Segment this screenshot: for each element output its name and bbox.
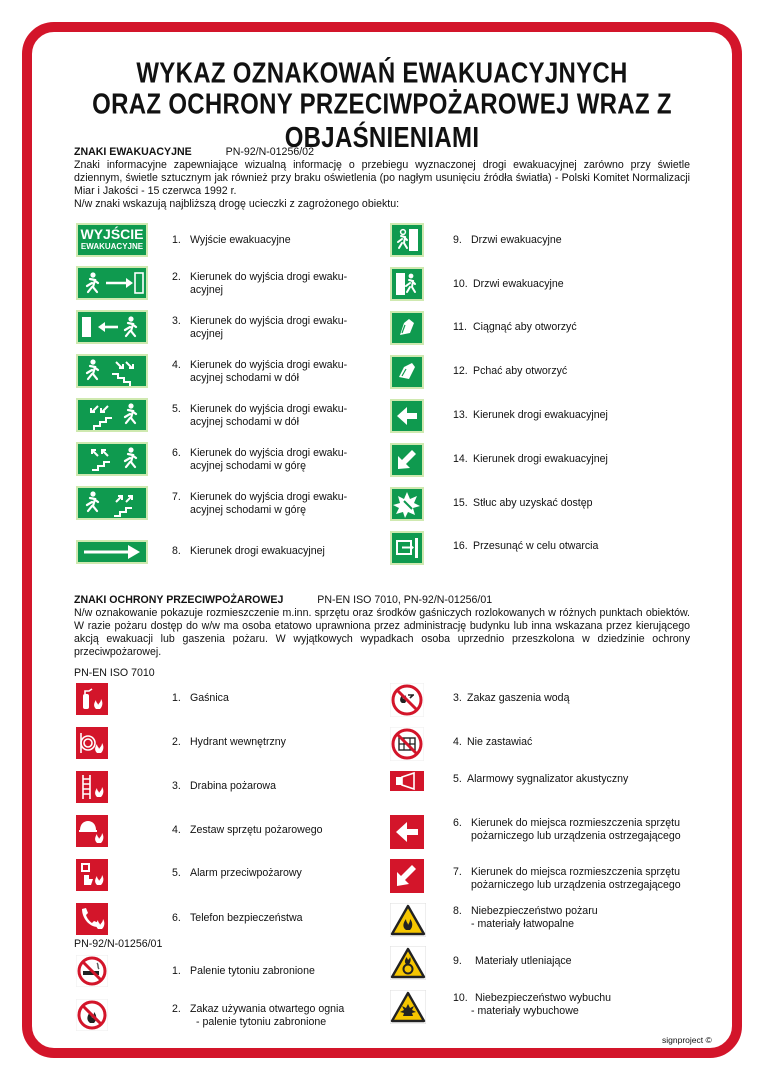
no-water-icon bbox=[390, 683, 424, 717]
fire-item-5 bbox=[172, 867, 302, 880]
stairs-up-left-icon bbox=[76, 442, 148, 476]
fire-item-r4 bbox=[453, 736, 532, 749]
fire-item-r6-text: Kierunek do miejsca rozmieszczenia sprzętu bbox=[471, 817, 681, 829]
evac-item-3-num: 3. bbox=[172, 315, 181, 327]
evac-item-14-text: Kierunek drogi ewakuacyjnej bbox=[473, 453, 608, 465]
fire-sub-iso: PN-EN ISO 7010 bbox=[74, 667, 155, 679]
fire-item-r6 bbox=[453, 817, 681, 843]
evac-item-9-text: Drzwi ewakuacyjne bbox=[471, 234, 562, 246]
fire-equipment-icon bbox=[76, 815, 108, 847]
evac-item-4-text-b: acyjnej schodami w dół bbox=[190, 372, 299, 384]
evac-item-2-text: Kierunek do wyjścia drogi ewaku- bbox=[190, 271, 348, 283]
fire-item-r7-num: 7. bbox=[453, 866, 462, 878]
evac-item-15-num: 15. bbox=[453, 497, 468, 509]
fire-item-r5-num: 5. bbox=[453, 773, 462, 785]
evac-item-12-num: 12. bbox=[453, 365, 468, 377]
fire-item-r10-num: 10. bbox=[453, 992, 468, 1004]
emergency-phone-icon bbox=[76, 903, 108, 935]
fire-item-6-num: 6. bbox=[172, 912, 181, 924]
footer-brand: signproject © bbox=[662, 1035, 712, 1045]
fire-item-r9-text: Materiały utleniające bbox=[475, 955, 572, 967]
fire-item-r5 bbox=[453, 773, 628, 786]
fire-item-8 bbox=[172, 1003, 344, 1029]
evac-item-6-text: Kierunek do wyjścia drogi ewaku- bbox=[190, 447, 348, 459]
slide-to-open-icon bbox=[390, 531, 424, 565]
fire-item-5-num: 5. bbox=[172, 867, 181, 879]
fire-item-r5-text: Alarmowy sygnalizator akustyczny bbox=[467, 773, 629, 785]
exit-sign-text-2: EWAKUACYJNE bbox=[80, 242, 144, 251]
stairs-up-right-icon bbox=[76, 486, 148, 520]
evac-item-13 bbox=[453, 409, 608, 422]
evac-item-4-text: Kierunek do wyjścia drogi ewaku- bbox=[190, 359, 348, 371]
exit-sign-icon bbox=[76, 223, 148, 257]
flammable-warning-icon bbox=[390, 903, 426, 937]
evac-item-9-num: 9. bbox=[453, 234, 462, 246]
fire-item-r3-text: Zakaz gaszenia wodą bbox=[467, 692, 570, 704]
evac-description: Znaki informacyjne zapewniające wizualną informację o przebiegu wyznaczonej drogi ewakuacyjnej zarówno przy świetle dziennym, świetle sztucznym jak również przy braku oświetlenia (po nagłym usunięciu źródła światła) - Polski Komitet Normalizacji Miar i Jakości - 15 czerwca 1992 r. bbox=[74, 159, 690, 197]
evac-item-6-num: 6. bbox=[172, 447, 181, 459]
evac-item-7-text-b: acyjnej schodami w górę bbox=[190, 504, 306, 516]
fire-item-4-text: Zestaw sprzętu pożarowego bbox=[190, 824, 323, 836]
push-icon bbox=[390, 355, 424, 389]
evac-item-12-text: Pchać aby otworzyć bbox=[473, 365, 568, 377]
evac-item-14 bbox=[453, 453, 608, 466]
fire-standard: PN-EN ISO 7010, PN-92/N-01256/01 bbox=[317, 594, 493, 606]
stairs-down-right-icon bbox=[76, 354, 148, 388]
evac-item-8-num: 8. bbox=[172, 545, 181, 557]
evac-item-15-text: Stłuc aby uzyskać dostęp bbox=[473, 497, 593, 509]
fire-item-1-num: 1. bbox=[172, 692, 181, 704]
evac-item-16-num: 16. bbox=[453, 540, 468, 552]
evac-item-13-text: Kierunek drogi ewakuacyjnej bbox=[473, 409, 608, 421]
evac-item-16 bbox=[453, 540, 598, 553]
evac-item-11-text: Ciągnąć aby otworzyć bbox=[473, 321, 577, 333]
evac-item-13-num: 13. bbox=[453, 409, 468, 421]
evac-item-4-num: 4. bbox=[172, 359, 181, 371]
exit-right-icon bbox=[76, 266, 148, 300]
evac-item-8 bbox=[172, 545, 325, 558]
oxidizing-warning-icon bbox=[390, 946, 426, 980]
fire-item-7-num: 1. bbox=[172, 965, 181, 977]
break-glass-icon bbox=[390, 487, 424, 521]
evac-standard: PN-92/N-01256/02 bbox=[225, 146, 314, 158]
fire-item-6 bbox=[172, 912, 302, 925]
fire-item-r9-num: 9. bbox=[453, 955, 462, 967]
fire-item-2-text: Hydrant wewnętrzny bbox=[190, 736, 286, 748]
evac-item-7-text: Kierunek do wyjścia drogi ewaku- bbox=[190, 491, 348, 503]
fire-item-r10-text-b: - materiały wybuchowe bbox=[471, 1005, 579, 1017]
evac-item-2-text-b: acyjnej bbox=[190, 284, 223, 296]
fire-item-r8 bbox=[453, 905, 598, 931]
fire-ladder-icon bbox=[76, 771, 108, 803]
fire-item-r3 bbox=[453, 692, 569, 705]
evac-item-11 bbox=[453, 321, 577, 334]
exit-sign-text-1: WYJŚCIE bbox=[80, 226, 144, 242]
evac-item-6 bbox=[172, 447, 347, 473]
evac-item-1-num: 1. bbox=[172, 234, 181, 246]
fire-item-r6-text-b: pożarniczego lub urządzenia ostrzegającego bbox=[471, 830, 681, 842]
fire-alarm-icon bbox=[76, 859, 108, 891]
fire-arrow-down-left-icon bbox=[390, 859, 424, 893]
evac-item-5-text: Kierunek do wyjścia drogi ewaku- bbox=[190, 403, 348, 415]
fire-sub-pn: PN-92/N-01256/01 bbox=[74, 938, 163, 950]
explosive-warning-icon bbox=[390, 990, 426, 1024]
fire-item-r3-num: 3. bbox=[453, 692, 462, 704]
evac-note: N/w znaki wskazują najbliższą drogę ucieczki z zagrożonego obiektu: bbox=[74, 198, 400, 210]
evac-item-10-num: 10. bbox=[453, 278, 468, 290]
fire-item-6-text: Telefon bezpieczeństwa bbox=[190, 912, 303, 924]
evac-item-10 bbox=[453, 278, 564, 291]
evac-item-5-num: 5. bbox=[172, 403, 181, 415]
evac-item-3-text-b: acyjnej bbox=[190, 328, 223, 340]
fire-item-2-num: 2. bbox=[172, 736, 181, 748]
stairs-down-left-icon bbox=[76, 398, 148, 432]
fire-item-r4-num: 4. bbox=[453, 736, 462, 748]
fire-item-r9 bbox=[453, 955, 572, 968]
evac-item-8-text: Kierunek drogi ewakuacyjnej bbox=[190, 545, 325, 557]
no-smoking-icon bbox=[76, 955, 108, 987]
fire-item-3 bbox=[172, 780, 276, 793]
fire-item-4 bbox=[172, 824, 323, 837]
no-open-flame-icon bbox=[76, 999, 108, 1031]
evac-heading bbox=[74, 146, 314, 159]
evac-item-4 bbox=[172, 359, 347, 385]
fire-heading-label: ZNAKI OCHRONY PRZECIWPOŻAROWEJ bbox=[74, 594, 284, 606]
door-exit-left-icon bbox=[390, 267, 424, 301]
evac-item-7-num: 7. bbox=[172, 491, 181, 503]
evac-item-3 bbox=[172, 315, 347, 341]
fire-description: N/w oznakowanie pokazuje rozmieszczenie m.inn. sprzętu oraz środków gaśniczych rozlokowanych w różnych punktach obiektów. W razie pożaru dostęp do w/w ma osoba etatowo uprawniona przez administrację budynku lub inna wskazana przez kierującego akcją ewakuacji lub gaszenia pożaru. W wyjątkowych wypadkach osoba uprzednio przeszkolona w dziedzinie ochrony przeciwpożarowej. bbox=[74, 607, 690, 658]
evac-item-7 bbox=[172, 491, 347, 517]
evac-item-16-text: Przesunąć w celu otwarcia bbox=[473, 540, 599, 552]
fire-item-r4-text: Nie zastawiać bbox=[467, 736, 533, 748]
fire-heading bbox=[74, 594, 492, 607]
evac-item-11-num: 11. bbox=[453, 321, 467, 333]
title-line-1: WYKAZ OZNAKOWAŃ EWAKUACYJNYCH bbox=[136, 57, 628, 90]
fire-item-8-text-b: - palenie tytoniu zabronione bbox=[196, 1016, 327, 1028]
evac-item-6-text-b: acyjnej schodami w górę bbox=[190, 460, 306, 472]
fire-item-1 bbox=[172, 692, 229, 705]
fire-item-r10 bbox=[453, 992, 611, 1018]
exit-left-icon bbox=[76, 310, 148, 344]
fire-item-8-num: 2. bbox=[172, 1003, 181, 1015]
evac-item-2 bbox=[172, 271, 347, 297]
evac-item-14-num: 14. bbox=[453, 453, 468, 465]
arrow-down-left-icon bbox=[390, 443, 424, 477]
title-line-2: ORAZ OCHRONY PRZECIWPOŻAROWEJ WRAZ Z OBJAŚNIENIAMI bbox=[92, 88, 672, 155]
door-exit-icon bbox=[390, 223, 424, 257]
fire-item-r7 bbox=[453, 866, 681, 892]
fire-item-2 bbox=[172, 736, 286, 749]
evac-item-1 bbox=[172, 234, 291, 247]
evac-item-3-text: Kierunek do wyjścia drogi ewaku- bbox=[190, 315, 348, 327]
evac-item-2-num: 2. bbox=[172, 271, 181, 283]
fire-item-r7-text: Kierunek do miejsca rozmieszczenia sprzętu bbox=[471, 866, 681, 878]
fire-item-4-num: 4. bbox=[172, 824, 181, 836]
evac-item-15 bbox=[453, 497, 593, 510]
arrow-left-icon bbox=[390, 399, 424, 433]
evac-item-1-text: Wyjście ewakuacyjne bbox=[190, 234, 291, 246]
fire-item-r8-text: Niebezpieczeństwo pożaru bbox=[471, 905, 598, 917]
fire-arrow-left-icon bbox=[390, 815, 424, 849]
fire-item-7-text: Palenie tytoniu zabronione bbox=[190, 965, 315, 977]
evac-heading-label: ZNAKI EWAKUACYJNE bbox=[74, 146, 192, 158]
evac-item-12 bbox=[453, 365, 567, 378]
arrow-right-icon bbox=[76, 540, 148, 564]
fire-item-r8-text-b: - materiały łatwopalne bbox=[471, 918, 575, 930]
evac-item-5-text-b: acyjnej schodami w dół bbox=[190, 416, 299, 428]
fire-item-3-num: 3. bbox=[172, 780, 181, 792]
fire-item-1-text: Gaśnica bbox=[190, 692, 229, 704]
evac-item-10-text: Drzwi ewakuacyjne bbox=[473, 278, 564, 290]
fire-item-r6-num: 6. bbox=[453, 817, 462, 829]
fire-item-r10-text: Niebezpieczeństwo wybuchu bbox=[475, 992, 612, 1004]
fire-item-7 bbox=[172, 965, 315, 978]
do-not-obstruct-icon bbox=[390, 727, 424, 761]
fire-item-r7-text-b: pożarniczego lub urządzenia ostrzegającego bbox=[471, 879, 681, 891]
pull-icon bbox=[390, 311, 424, 345]
fire-item-5-text: Alarm przeciwpożarowy bbox=[190, 867, 302, 879]
fire-item-8-text: Zakaz używania otwartego ognia bbox=[190, 1003, 345, 1015]
evac-item-9 bbox=[453, 234, 562, 247]
fire-item-3-text: Drabina pożarowa bbox=[190, 780, 276, 792]
fire-hose-icon bbox=[76, 727, 108, 759]
fire-siren-icon bbox=[390, 771, 424, 791]
fire-item-r8-num: 8. bbox=[453, 905, 462, 917]
fire-extinguisher-icon bbox=[76, 683, 108, 715]
evac-item-5 bbox=[172, 403, 347, 429]
